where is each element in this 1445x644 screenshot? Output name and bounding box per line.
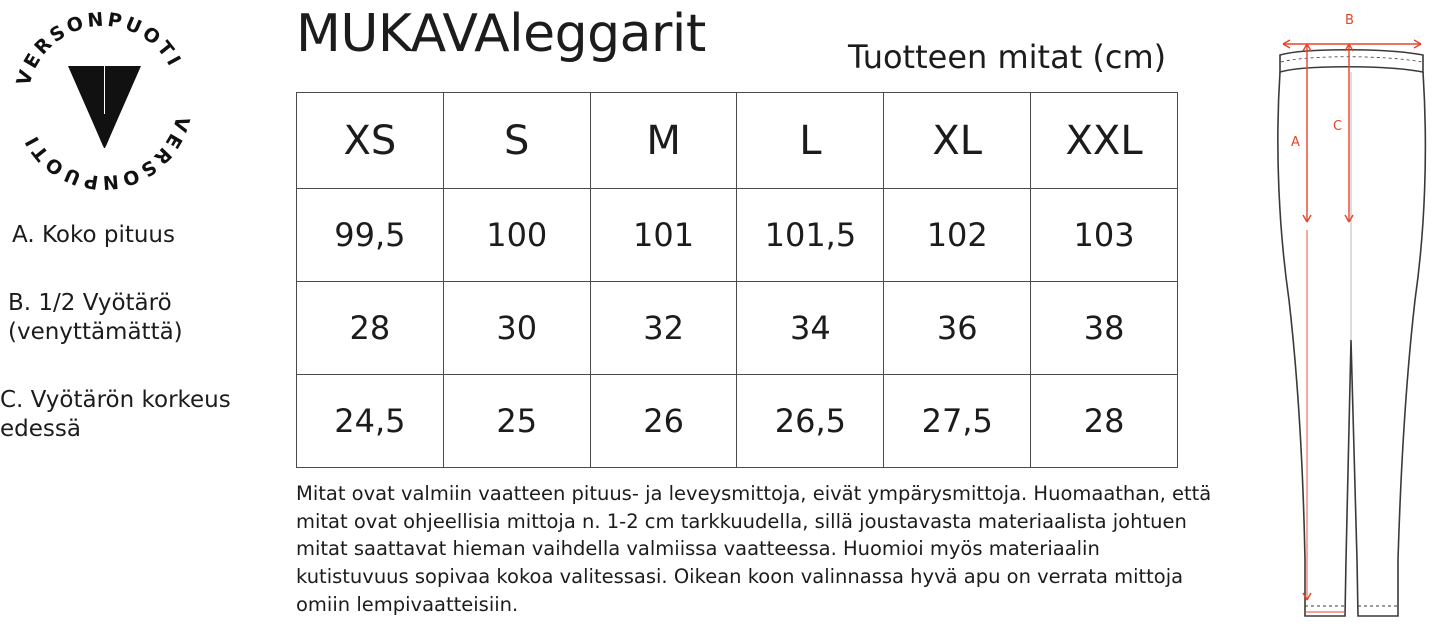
marker-label-c: C: [1333, 119, 1343, 134]
cell-b-l: 34: [737, 282, 884, 375]
leggings-measurement-diagram: [1245, 0, 1445, 640]
size-header-xxl: XXL: [1031, 93, 1178, 189]
cell-a-l: 101,5: [737, 189, 884, 282]
cell-c-s: 25: [443, 375, 590, 468]
cell-b-xl: 36: [884, 282, 1031, 375]
size-header-xs: XS: [297, 93, 444, 189]
size-chart-table: [296, 92, 1178, 468]
leggings-illustration-icon: [1245, 0, 1445, 640]
cell-b-xxl: 38: [1031, 282, 1178, 375]
size-header-m: M: [590, 93, 737, 189]
size-header-s: S: [443, 93, 590, 189]
cell-c-xs: 24,5: [297, 375, 444, 468]
cell-a-xs: 99,5: [297, 189, 444, 282]
row-label-b: B. 1/2 Vyötärö (venyttämättä): [8, 290, 183, 346]
versonpuoti-logo-icon: [8, 6, 208, 191]
page-title: MUKAVAleggarit: [296, 4, 706, 64]
cell-b-xs: 28: [297, 282, 444, 375]
cell-c-xl: 27,5: [884, 375, 1031, 468]
svg-text:VERSONPUOTI: VERSONPUOTI: [12, 8, 187, 89]
cell-a-xxl: 103: [1031, 189, 1178, 282]
cell-b-m: 32: [590, 282, 737, 375]
measurement-note: Mitat ovat valmiin vaatteen pituus- ja leveysmittoja, eivät ympärysmittoja. Huomaathan, että mitat ovat ohjeellisia mittoja n. 1-2 cm tarkkuudella, sillä joustavasta materiaalista johtuen mitat saattavat hieman vaihdella valmiissa vaatteessa. Huomioi myös materiaalin kutistuvuus sopivaa kokoa valitessasi. Oikean koon valinnassa hyvä apu on verrata mittoja omiin lempivaatteisiin.: [296, 482, 1212, 616]
page-subtitle: Tuotteen mitat (cm): [848, 38, 1167, 76]
table-row: [297, 375, 1178, 468]
table-row: [297, 282, 1178, 375]
cell-a-xl: 102: [884, 189, 1031, 282]
cell-c-m: 26: [590, 375, 737, 468]
table-header-row: [297, 93, 1178, 189]
size-header-xl: XL: [884, 93, 1031, 189]
cell-a-m: 101: [590, 189, 737, 282]
cell-c-l: 26,5: [737, 375, 884, 468]
cell-c-xxl: 28: [1031, 375, 1178, 468]
size-header-l: L: [737, 93, 884, 189]
brand-logo: [8, 6, 208, 191]
row-label-c: C. Vyötärön korkeus edessä: [0, 387, 231, 443]
svg-text:VERSONPUOTI: VERSONPUOTI: [19, 113, 194, 191]
cell-b-s: 30: [443, 282, 590, 375]
table-row: [297, 189, 1178, 282]
marker-label-b: B: [1345, 13, 1354, 28]
row-label-a: A. Koko pituus: [12, 222, 175, 248]
marker-label-a: A: [1291, 135, 1300, 150]
cell-a-s: 100: [443, 189, 590, 282]
